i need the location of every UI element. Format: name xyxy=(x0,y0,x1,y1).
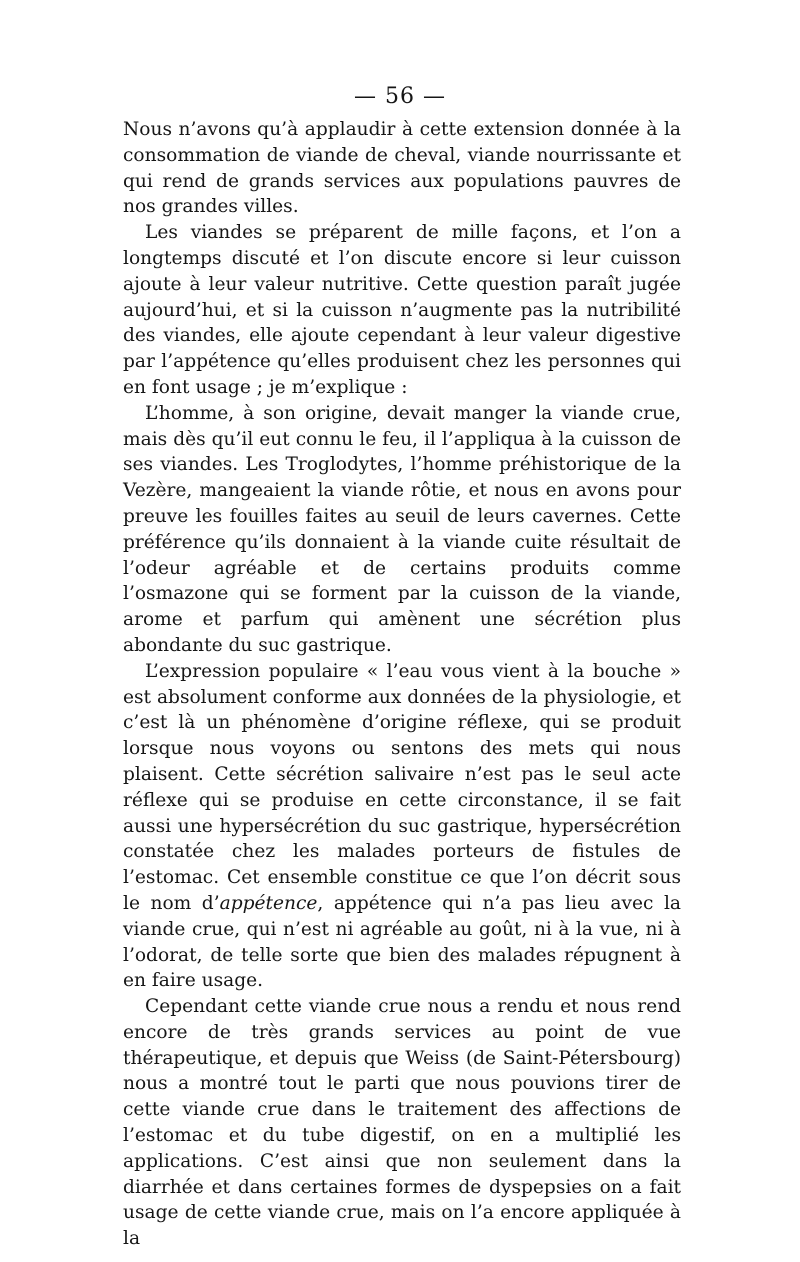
paragraph-4-continuation: , appétence qui n’a pas lieu avec la viande crue, qui n’est ni agréable au goût, ni à la vue, ni à l’odorat, de telle sorte que bien des malades répugnent à en faire usage. xyxy=(123,892,681,992)
paragraph-2: Les viandes se préparent de mille façons, et l’on a longtemps discuté et l’on discute encore si leur cuisson ajoute à leur valeur nutritive. Cette question paraît jugée aujourd’hui, et si la cuisson n’augmente pas la nutribilité des viandes, elle ajoute cependant à leur valeur digestive par l’appétence qu’elles produisent chez les personnes qui en font usage ; je m’explique : xyxy=(123,222,681,398)
italic-term: appétence xyxy=(219,892,318,914)
page-number: — 56 — xyxy=(354,84,446,109)
paragraph-4 xyxy=(123,659,681,994)
paragraph-1: Nous n’avons qu’à applaudir à cette extension donnée à la consommation de viande de cheval, viande nourrissante et qui rend de grands services aux populations pauvres de nos grandes villes. xyxy=(123,119,681,218)
paragraph-3: L’homme, à son origine, devait manger la viande crue, mais dès qu’il eut connu le feu, il l’appliqua à la cuisson de ses viandes. Les Troglodytes, l’homme préhistorique de la Vezère, mangeaient la viande rôtie, et nous en avons pour preuve les fouilles faites au seuil de leurs cavernes. Cette préférence qu’ils donnaient à la viande cuite résultait de l’odeur agréable et de certains produits comme l’osmazone qui se forment par la cuisson de la viande, arome et parfum qui amènent une sécrétion plus abondante du suc gastrique. xyxy=(123,402,681,656)
paragraph-5: Cependant cette viande crue nous a rendu et nous rend encore de très grands services au point de vue thérapeutique, et depuis que Weiss (de Saint-Pétersbourg) nous a montré tout le parti que nous pouvions tirer de cette viande crue dans le traitement des affections de l’estomac et du tube digestif, on en a multiplié les applications. C’est ainsi que non seulement dans la diarrhée et dans certaines formes de dyspepsies on a fait usage de cette viande crue, mais on l’a encore appliquée à la xyxy=(123,996,681,1250)
paragraph-4-text: L’expression populaire « l’eau vous vient à la bouche » est absolument conforme aux données de la physiologie, et c’est là un phénomène d’origine réflexe, qui se produit lorsque nous voyons ou sentons des mets qui nous plaisent. Cette sécrétion salivaire n’est pas le seul acte réflexe qui se produise en cette circonstance, il se fait aussi une hypersécrétion du suc gastrique, hypersécrétion constatée chez les malades porteurs de fistules de l’estomac. Cet ensemble constitue ce que l’on décrit sous le nom d’ xyxy=(123,660,681,914)
body-text xyxy=(123,117,681,1252)
